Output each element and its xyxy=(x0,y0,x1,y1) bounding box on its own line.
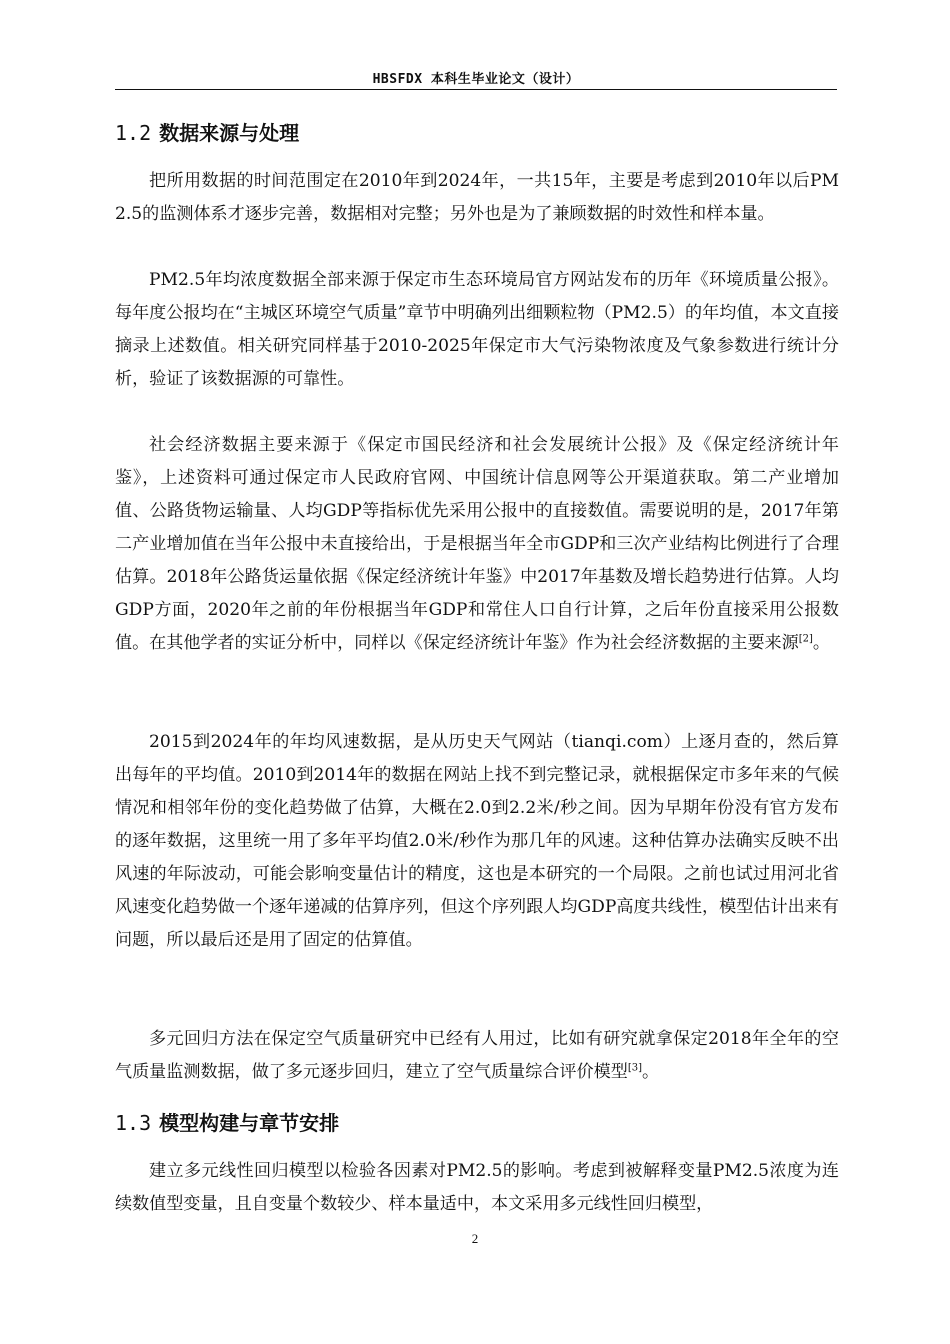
paragraph-end-punct: 。 xyxy=(641,1062,660,1082)
section-title: 数据来源与处理 xyxy=(159,121,300,145)
section-number: 1.2 xyxy=(115,121,152,145)
paragraph-end-punct: 。 xyxy=(812,633,831,653)
section-title: 模型构建与章节安排 xyxy=(159,1111,340,1135)
citation-ref[interactable]: [3] xyxy=(627,1062,642,1074)
running-header: HBSFDX 本科生毕业论文（设计） xyxy=(372,72,580,87)
section-heading-1-2 xyxy=(115,117,299,146)
section-heading-1-3 xyxy=(115,1107,339,1136)
paragraph-time-range: 把所用数据的时间范围定在2010年到2024年，一共15年，主要是考虑到2010年以后PM2.5的监测体系才逐步完善，数据相对完整；另外也是为了兼顾数据的时效性和样本量。 xyxy=(115,171,839,224)
citation-ref[interactable]: [2] xyxy=(798,633,813,645)
paragraph-text: 社会经济数据主要来源于《保定市国民经济和社会发展统计公报》及《保定经济统计年鉴》，上述资料可通过保定市人民政府官网、中国统计信息网等公开渠道获取。第二产业增加值、公路货物运输量、人均GDP等指标优先采用公报中的直接数值。需要说明的是，2017年第二产业增加值在当年公报中未直接给出，于是根据当年全市GDP和三次产业结构比例进行了合理估算。2018年公路货运量依据《保定经济统计年鉴》中2017年基数及增长趋势进行估算。人均GDP方面，2020年之前的年份根据当年GDP和常住人口自行计算，之后年份直接采用公报数值。在其他学者的实证分析中，同样以《保定经济统计年鉴》作为社会经济数据的主要来源 xyxy=(115,435,839,653)
page-number: 2 xyxy=(471,1231,479,1246)
paragraph-regression-method xyxy=(115,1023,839,1089)
paragraph-model-building: 建立多元线性回归模型以检验各因素对PM2.5的影响。考虑到被解释变量PM2.5浓度为连续数值型变量，且自变量个数较少、样本量适中，本文采用多元线性回归模型， xyxy=(115,1161,839,1214)
paragraph-socioeconomic-source xyxy=(115,429,839,660)
paragraph-pm25-source: PM2.5年均浓度数据全部来源于保定市生态环境局官方网站发布的历年《环境质量公报》。每年度公报均在“主城区环境空气质量”章节中明确列出细颗粒物（PM2.5）的年均值，本文直接摘录上述数值。相关研究同样基于2010-2025年保定市大气污染物浓度及气象参数进行统计分析，验证了该数据源的可靠性。 xyxy=(115,270,839,389)
paragraph-wind-speed: 2015到2024年的年均风速数据，是从历史天气网站（tianqi.com）上逐月查的，然后算出每年的平均值。2010到2014年的数据在网站上找不到完整记录，就根据保定市多年来的气候情况和相邻年份的变化趋势做了估算，大概在2.0到2.2米/秒之间。因为早期年份没有官方发布的逐年数据，这里统一用了多年平均值2.0米/秒作为那几年的风速。这种估算办法确实反映不出风速的年际波动，可能会影响变量估计的精度，这也是本研究的一个局限。之前也试过用河北省风速变化趋势做一个逐年递减的估算序列，但这个序列跟人均GDP高度共线性，模型估计出来有问题，所以最后还是用了固定的估算值。 xyxy=(115,732,839,950)
section-number: 1.3 xyxy=(115,1111,152,1135)
header-rule xyxy=(115,89,837,90)
paragraph-text: 多元回归方法在保定空气质量研究中已经有人用过，比如有研究就拿保定2018年全年的空气质量监测数据，做了多元逐步回归，建立了空气质量综合评价模型 xyxy=(115,1029,839,1082)
